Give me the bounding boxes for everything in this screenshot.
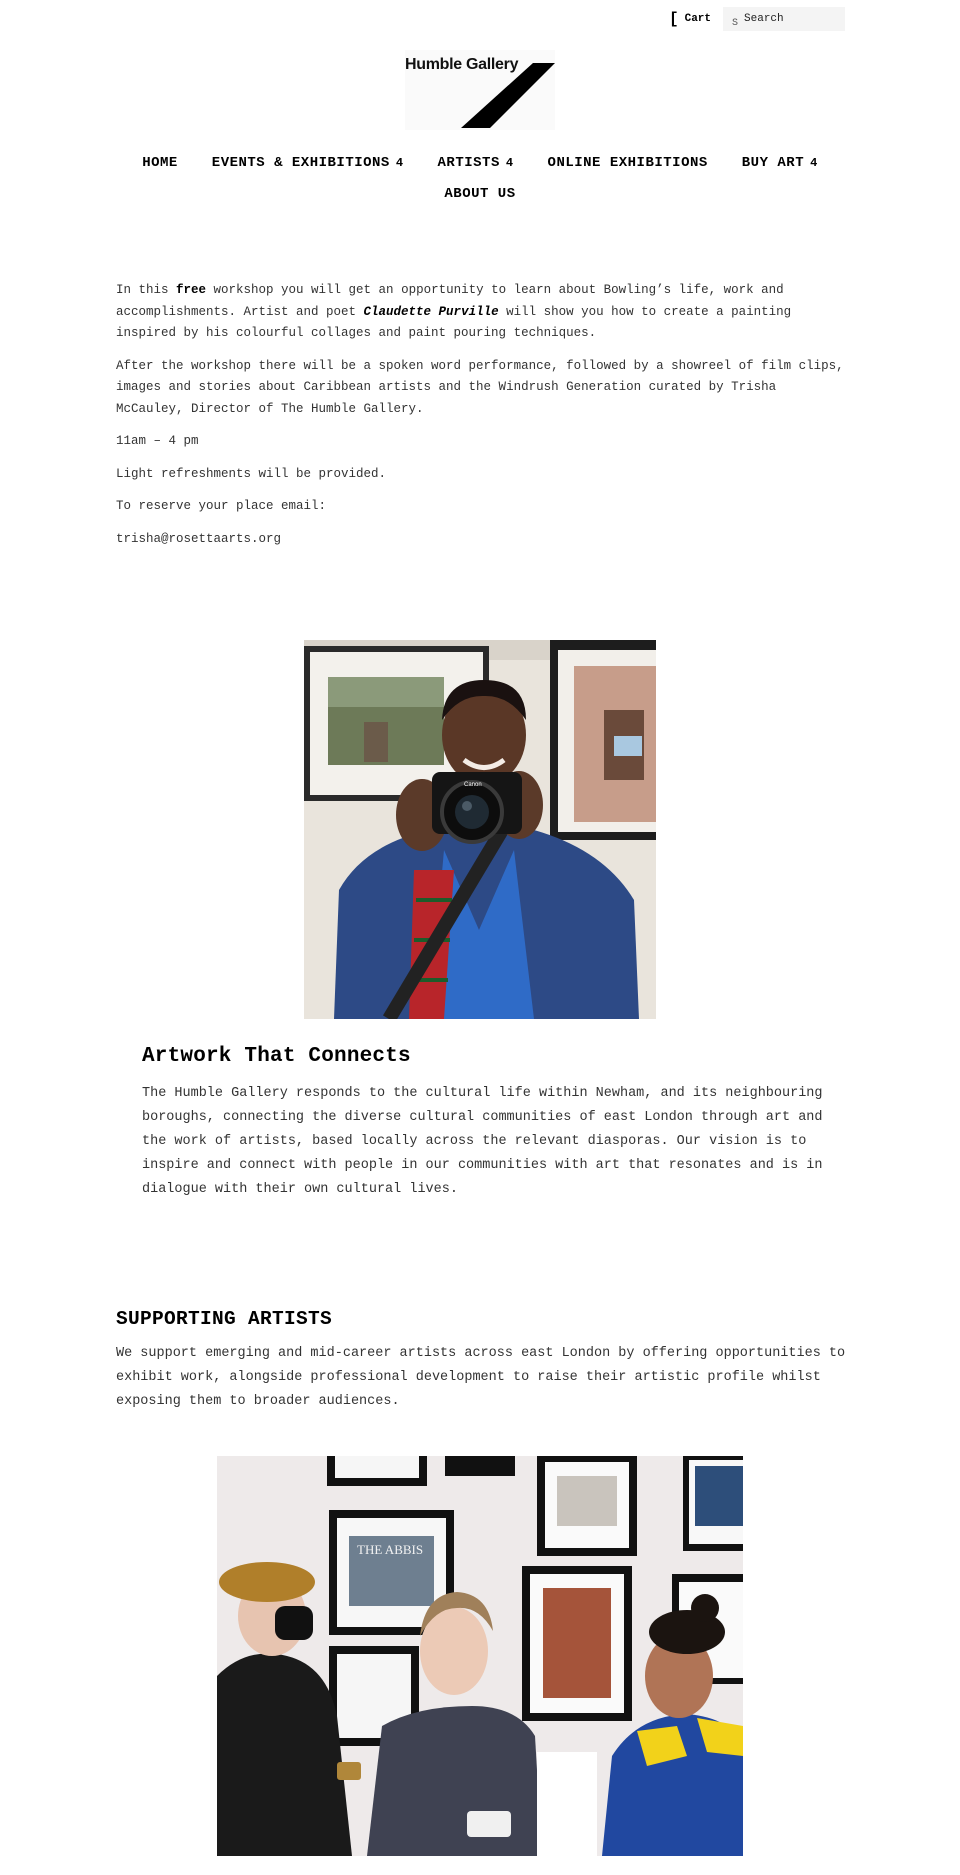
cart-link[interactable] (669, 11, 711, 27)
photo-sign-text: THE ABBIS (357, 1542, 424, 1557)
free-emphasis: free (176, 283, 207, 297)
workshop-email[interactable]: trisha@rosettaarts.org (116, 531, 282, 546)
workshop-description (116, 280, 851, 561)
nav-item-label: EVENTS & EXHIBITIONS (211, 155, 390, 171)
photographer-illustration (304, 640, 656, 1019)
search-box[interactable] (723, 7, 845, 31)
text-span: workshop you will get an opportunity to learn about Bowling’s life, work and accomplishments. Artist and poet (116, 283, 784, 319)
main-navigation (0, 155, 960, 217)
gallery-visitors-illustration (217, 1456, 743, 1856)
dropdown-arrow-icon: 4 (395, 156, 404, 170)
search-icon[interactable]: S (732, 17, 739, 29)
supporting-artists-section (116, 1308, 856, 1414)
top-utility-bar (669, 6, 845, 32)
artwork-that-connects-section (142, 1045, 842, 1202)
nav-row-1 (0, 155, 960, 171)
gallery-visitors-photo (217, 1456, 743, 1856)
nav-item-online-exhibitions[interactable] (548, 155, 708, 171)
nav-item-label: ARTISTS (437, 155, 500, 171)
nav-item-about-us[interactable] (444, 186, 515, 202)
nav-item-label: ABOUT US (444, 186, 516, 202)
cart-icon: [ (668, 10, 679, 28)
text-span: will show you how to create a painting inspired by his colourful collages and paint pouring techniques. (116, 304, 792, 340)
nav-item-label: ONLINE EXHIBITIONS (547, 155, 708, 171)
cart-label: Cart (684, 13, 711, 25)
nav-row-2 (0, 186, 960, 202)
nav-item-label: HOME (142, 155, 178, 171)
site-logo[interactable] (405, 50, 555, 130)
workshop-reserve-text: To reserve your place email: (116, 499, 327, 513)
search-input[interactable] (744, 13, 834, 25)
text-span: In this (116, 283, 177, 297)
nav-item-artists[interactable] (438, 155, 514, 171)
nav-item-events-exhibitions[interactable] (212, 155, 404, 171)
workshop-performance-paragraph: After the workshop there will be a spoken word performance, followed by a showreel of film clips, images and stories about Caribbean artists and the Windrush Generation curated by Trisha McCauley, Director of The Humble Gallery. (116, 358, 844, 416)
nav-item-buy-art[interactable] (742, 155, 818, 171)
dropdown-arrow-icon: 4 (810, 156, 818, 170)
supporting-body: We support emerging and mid-career artists across east London by offering opportunities to exhibit work, alongside professional development to raise their artistic profile whilst exposing them to broader audiences. (116, 1346, 846, 1409)
photographer-photo (304, 640, 656, 1019)
nav-item-home[interactable] (142, 155, 178, 171)
dropdown-arrow-icon: 4 (505, 156, 514, 170)
camera-brand-text: Canon (464, 782, 482, 788)
supporting-heading: SUPPORTING ARTISTS (116, 1308, 333, 1330)
workshop-time: 11am – 4 pm (116, 434, 199, 448)
artwork-body: The Humble Gallery responds to the cultural life within Newham, and its neighbouring boroughs, connecting the diverse cultural communities of east London through art and the work of artists, based locally across the relevant diasporas. Our vision is to inspire and connect with people in our communities with art that resonates and is in dialogue with their own cultural lives. (142, 1086, 823, 1197)
nav-item-label: BUY ART (741, 155, 805, 171)
artwork-heading: Artwork That Connects (142, 1045, 411, 1068)
artist-name-emphasis: Claudette Purville (363, 304, 499, 319)
workshop-intro-paragraph (116, 280, 851, 345)
workshop-refreshments: Light refreshments will be provided. (116, 466, 387, 481)
logo-text: Humble Gallery (405, 56, 519, 73)
